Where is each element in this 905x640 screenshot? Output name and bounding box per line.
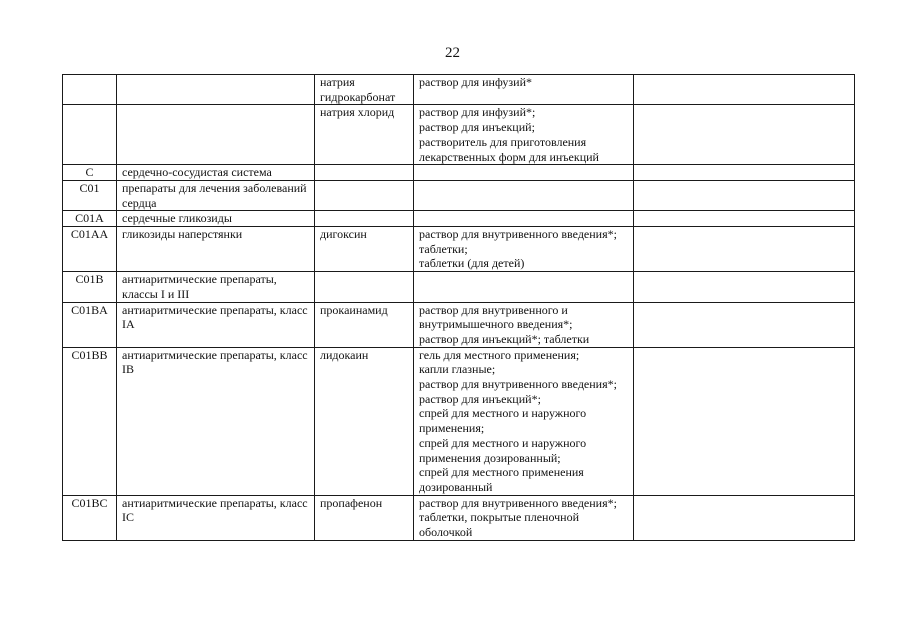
pharmacological-group-cell: сердечно-сосудистая система: [117, 165, 315, 181]
pharmacological-group-cell: антиаритмические препараты, класс IA: [117, 302, 315, 347]
drug-name-cell: лидокаин: [315, 347, 414, 495]
table-row: [63, 302, 855, 347]
dosage-form-cell: [414, 180, 634, 210]
atc-code-cell: C01AA: [63, 227, 117, 272]
drug-name-cell: [315, 180, 414, 210]
drug-table: [62, 74, 855, 541]
table-row: [63, 75, 855, 105]
table-row: [63, 272, 855, 302]
dosage-form-cell: раствор для внутривенного введения*; таблетки, покрытые пленочной оболочкой: [414, 495, 634, 540]
table-row: [63, 495, 855, 540]
table-row: [63, 180, 855, 210]
drug-name-cell: пропафенон: [315, 495, 414, 540]
dosage-form-cell: раствор для инфузий*; раствор для инъекций; растворитель для приготовления лекарственных форм для инъекций: [414, 105, 634, 165]
table-row: [63, 227, 855, 272]
dosage-form-cell: раствор для внутривенного и внутримышечного введения*; раствор для инъекций*; таблетки: [414, 302, 634, 347]
table-row: [63, 105, 855, 165]
extra-cell: [634, 75, 855, 105]
dosage-form-cell: раствор для внутривенного введения*; таблетки; таблетки (для детей): [414, 227, 634, 272]
atc-code-cell: [63, 75, 117, 105]
drug-name-cell: [315, 272, 414, 302]
extra-cell: [634, 105, 855, 165]
extra-cell: [634, 302, 855, 347]
pharmacological-group-cell: антиаритмические препараты, классы I и III: [117, 272, 315, 302]
table-row: [63, 211, 855, 227]
dosage-form-cell: [414, 165, 634, 181]
atc-code-cell: C01B: [63, 272, 117, 302]
pharmacological-group-cell: гликозиды наперстянки: [117, 227, 315, 272]
dosage-form-cell: гель для местного применения; капли глазные; раствор для внутривенного введения*; раствор для инъекций*; спрей для местного и наружного применения; спрей для местного и наружного применения дозированный; спрей для местного применения дозированный: [414, 347, 634, 495]
atc-code-cell: C: [63, 165, 117, 181]
drug-name-cell: натрия гидрокарбонат: [315, 75, 414, 105]
dosage-form-cell: [414, 272, 634, 302]
table-row: [63, 165, 855, 181]
pharmacological-group-cell: [117, 105, 315, 165]
extra-cell: [634, 347, 855, 495]
page-number: 22: [445, 45, 460, 61]
atc-code-cell: C01BA: [63, 302, 117, 347]
pharmacological-group-cell: антиаритмические препараты, класс IC: [117, 495, 315, 540]
extra-cell: [634, 180, 855, 210]
extra-cell: [634, 227, 855, 272]
extra-cell: [634, 272, 855, 302]
drug-name-cell: [315, 165, 414, 181]
atc-code-cell: C01A: [63, 211, 117, 227]
pharmacological-group-cell: [117, 75, 315, 105]
table-row: [63, 347, 855, 495]
pharmacological-group-cell: сердечные гликозиды: [117, 211, 315, 227]
extra-cell: [634, 165, 855, 181]
atc-code-cell: C01BB: [63, 347, 117, 495]
drug-name-cell: дигоксин: [315, 227, 414, 272]
pharmacological-group-cell: антиаритмические препараты, класс IB: [117, 347, 315, 495]
drug-name-cell: [315, 211, 414, 227]
extra-cell: [634, 495, 855, 540]
drug-name-cell: натрия хлорид: [315, 105, 414, 165]
atc-code-cell: C01: [63, 180, 117, 210]
extra-cell: [634, 211, 855, 227]
atc-code-cell: C01BC: [63, 495, 117, 540]
drug-name-cell: прокаинамид: [315, 302, 414, 347]
atc-code-cell: [63, 105, 117, 165]
pharmacological-group-cell: препараты для лечения заболеваний сердца: [117, 180, 315, 210]
dosage-form-cell: раствор для инфузий*: [414, 75, 634, 105]
dosage-form-cell: [414, 211, 634, 227]
